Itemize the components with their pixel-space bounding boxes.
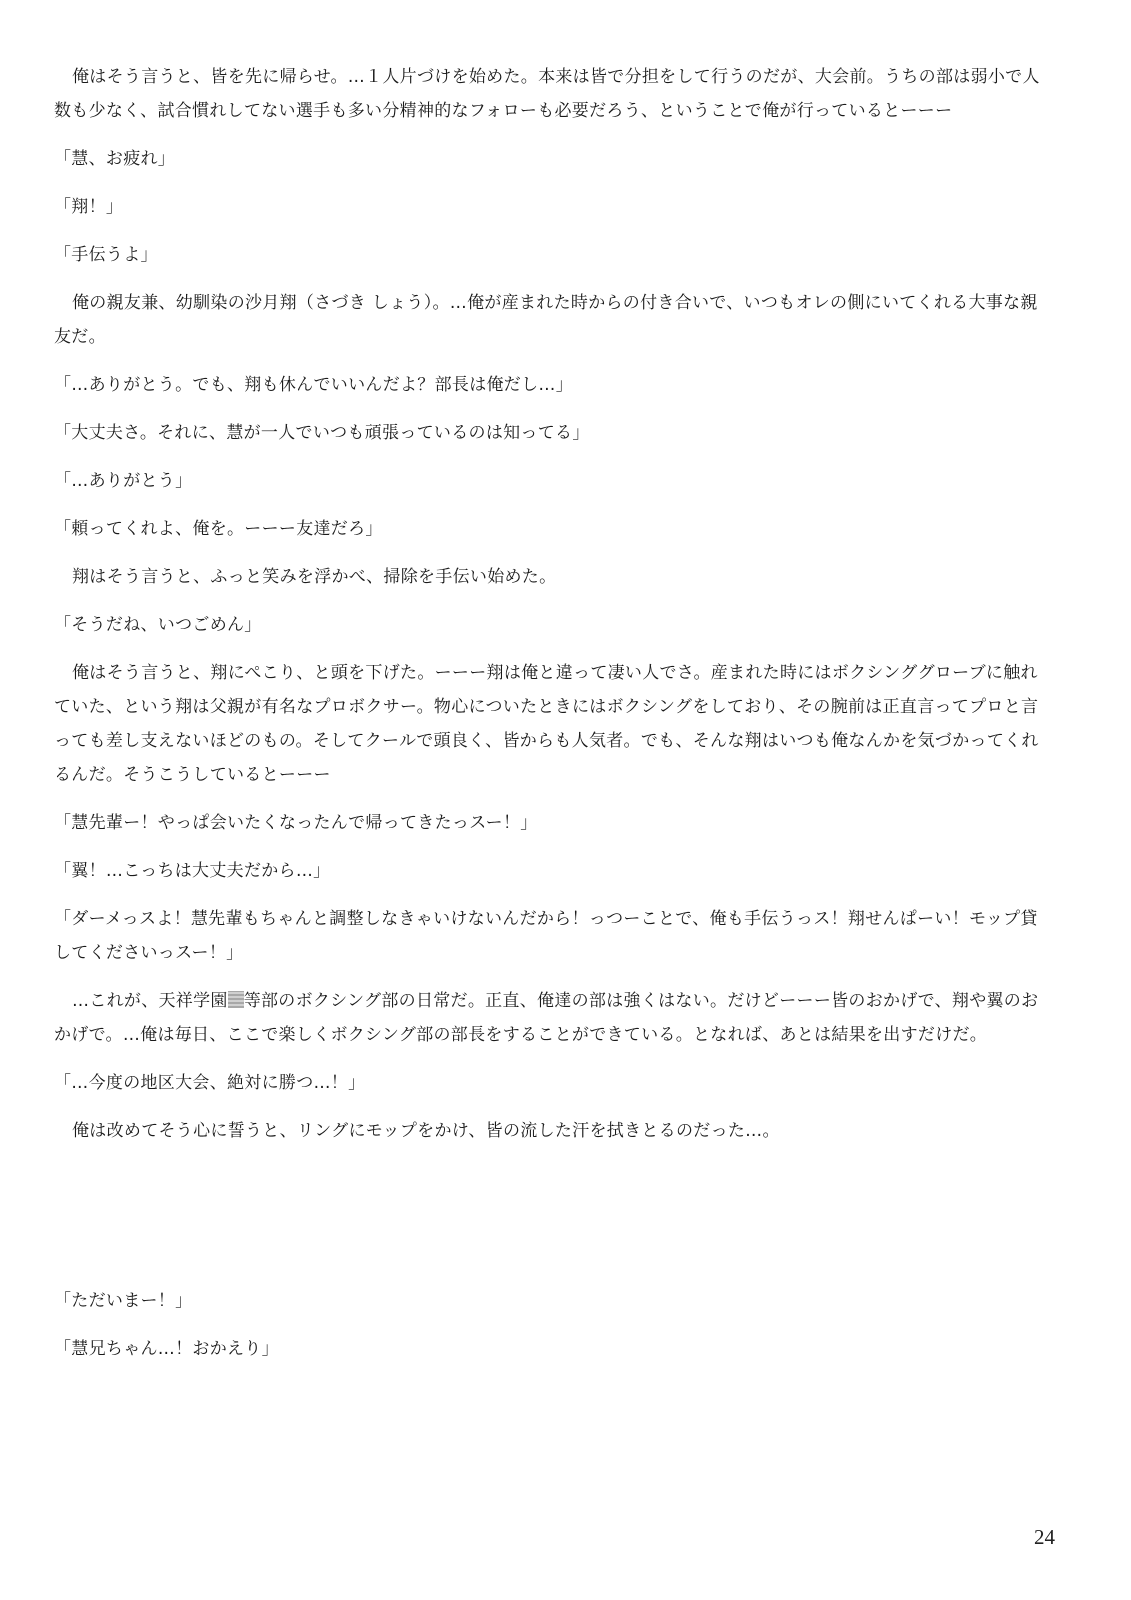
censored-text-before: …これが、天祥学園 [72, 991, 228, 1011]
page-number: 24 [1034, 1525, 1055, 1549]
dialogue-line: 「頼ってくれよ、俺を。ーーー友達だろ」 [54, 519, 383, 539]
dialogue-line: 「…今度の地区大会、絶対に勝つ…！」 [54, 1073, 366, 1093]
censored-text-after: 等部のボクシング部の日常だ。正直、俺達の部は強くはない。だけどーーー皆のおかげで、翔や翼のおかげで。…俺は毎日、ここで楽しくボクシング部の部長をすることができている。となれば、あとは結果を出すだけだ。 [54, 991, 1039, 1045]
dialogue-line: 「そうだね、いつごめん」 [54, 615, 262, 635]
dialogue-line: 「翼！…こっちは大丈夫だから…」 [54, 861, 331, 881]
paragraph: 翔はそう言うと、ふっと笑みを浮かべ、掃除を手伝い始めた。 [72, 567, 557, 587]
dialogue-line: 「ダーメっスよ！慧先輩もちゃんと調整しなきゃいけないんだから！っつーことで、俺も手伝うっス！翔せんぱーい！モップ貸してくださいっスー！」 [54, 909, 1038, 963]
paragraph-censored [54, 984, 1054, 1052]
dialogue-line: 「手伝うよ」 [54, 245, 158, 265]
dialogue-line: 「慧、お疲れ」 [54, 149, 176, 169]
dialogue-line: 「大丈夫さ。それに、慧が一人でいつも頑張っているのは知ってる」 [54, 423, 590, 443]
dialogue-line: 「慧先輩ー！やっぱ会いたくなったんで帰ってきたっスー！」 [54, 813, 538, 833]
paragraph: 俺はそう言うと、翔にぺこり、と頭を下げた。ーーー翔は俺と違って凄い人でさ。産まれた時にはボクシンググローブに触れていた、という翔は父親が有名なプロボクサー。物心についたときにはボクシングをしており、その腕前は正直言ってプロと言っても差し支えないほどのもの。そしてクールで頭良く、皆からも人気者。でも、そんな翔はいつも俺なんかを気づかってくれるんだ。そうこうしているとーーー [54, 663, 1039, 785]
dialogue-line: 「翔！」 [54, 197, 124, 217]
body-text [54, 60, 1054, 1380]
dialogue-line: 「…ありがとう。でも、翔も休んでいいんだよ？部長は俺だし…」 [54, 375, 573, 395]
censor-mosaic [228, 991, 244, 1008]
section-gap [54, 1162, 1054, 1284]
dialogue-line: 「ただいまー！」 [54, 1291, 193, 1311]
dialogue-line: 「慧兄ちゃん…！おかえり」 [54, 1339, 279, 1359]
paragraph: 俺はそう言うと、皆を先に帰らせ。…１人片づけを始めた。本来は皆で分担をして行うのだが、大会前。うちの部は弱小で人数も少なく、試合慣れしてない選手も多い分精神的なフォローも必要だろう、ということで俺が行っているとーーー [54, 67, 1040, 121]
paragraph: 俺は改めてそう心に誓うと、リングにモップをかけ、皆の流した汗を拭きとるのだった…。 [72, 1121, 780, 1141]
paragraph: 俺の親友兼、幼馴染の沙月翔（さづき しょう）。…俺が産まれた時からの付き合いで、いつもオレの側にいてくれる大事な親友だ。 [54, 293, 1038, 347]
dialogue-line: 「…ありがとう」 [54, 471, 193, 491]
